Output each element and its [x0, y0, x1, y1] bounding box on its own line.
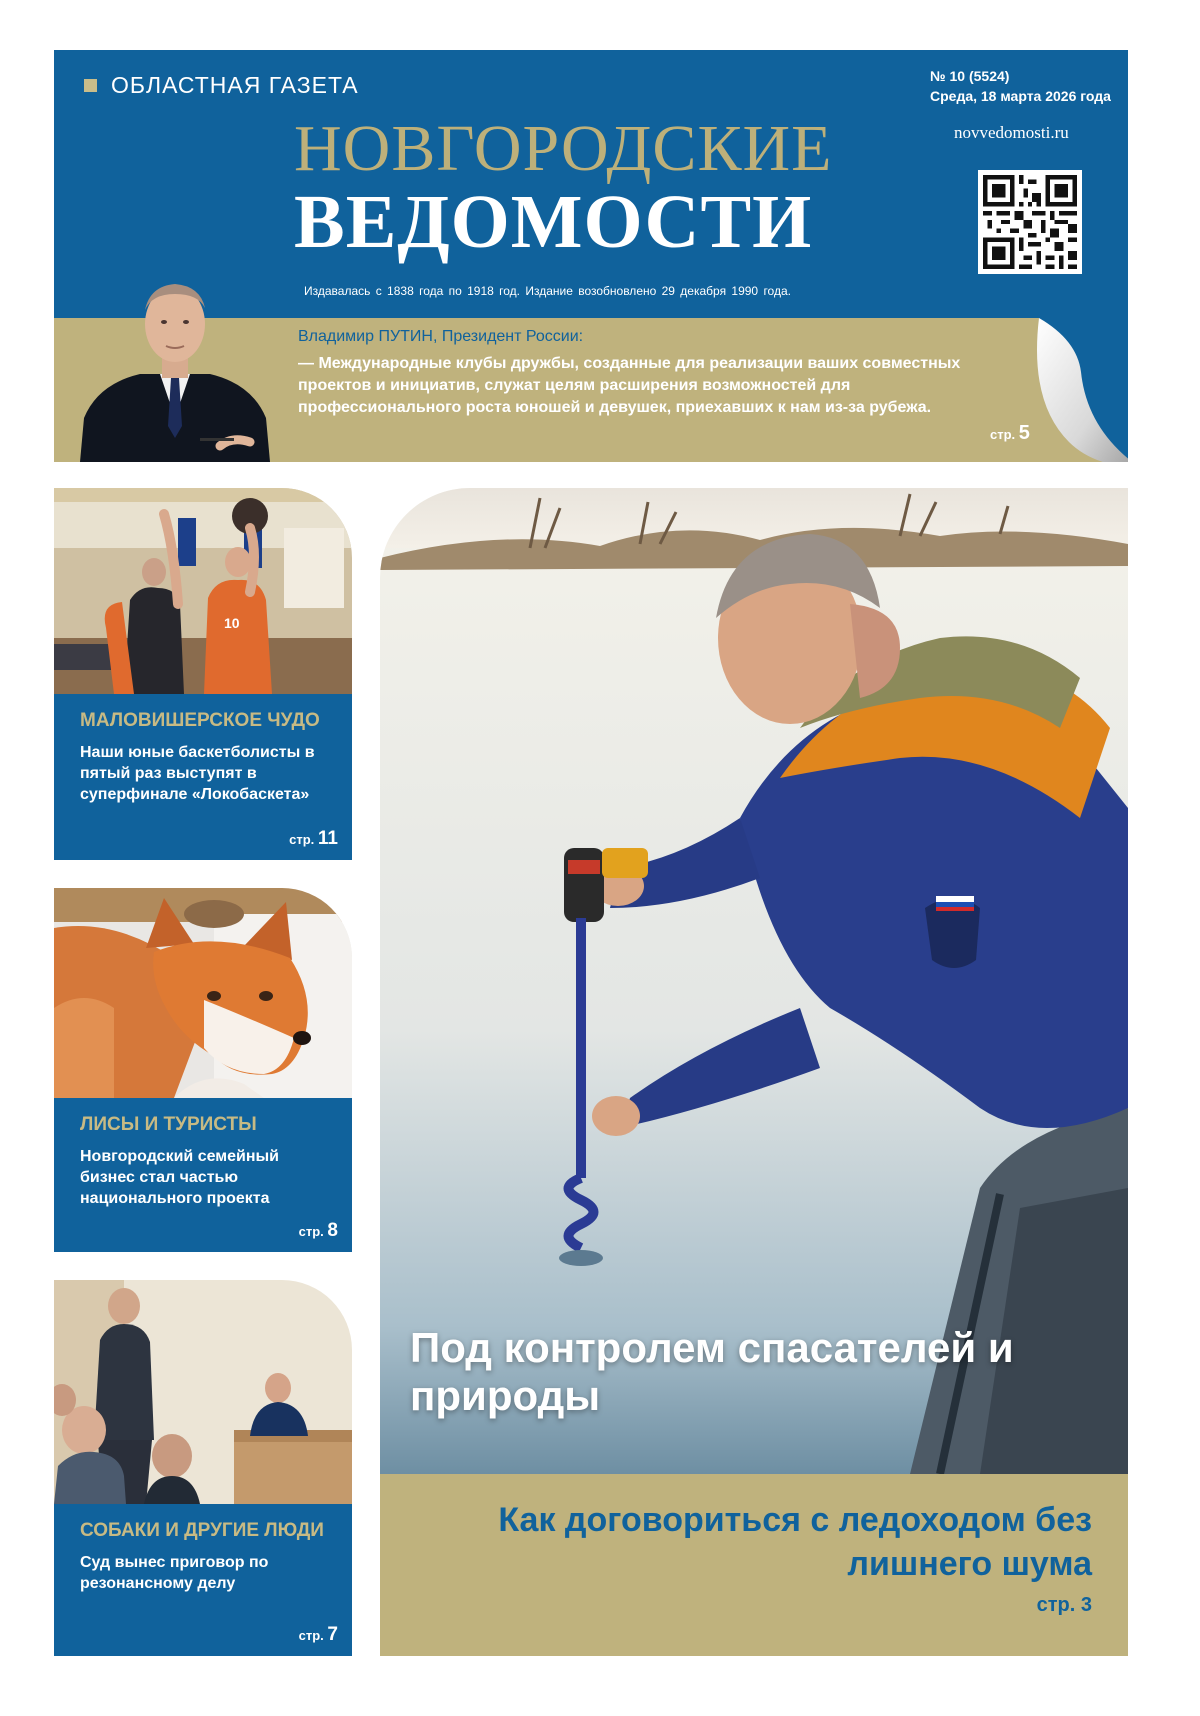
fox-photo — [54, 888, 352, 1098]
side-story-court[interactable] — [54, 1280, 352, 1656]
courtroom-photo — [54, 1280, 352, 1504]
main-page-ref[interactable]: стр. 3 — [1036, 1594, 1092, 1616]
story-kicker: ЛИСЫ И ТУРИСТЫ — [80, 1114, 257, 1135]
story-panel — [54, 1504, 352, 1656]
story-page-ref[interactable] — [289, 828, 338, 850]
basketball-photo — [54, 488, 352, 694]
main-subheadline: Как договориться с ледоходом без лишнего шума — [498, 1501, 1092, 1583]
masthead — [54, 50, 1128, 462]
story-kicker: СОБАКИ И ДРУГИЕ ЛЮДИ — [80, 1520, 324, 1541]
president-portrait-image — [80, 246, 270, 462]
story-kicker: МАЛОВИШЕРСКОЕ ЧУДО — [80, 710, 320, 731]
square-bullet-icon — [84, 79, 97, 92]
main-story[interactable] — [380, 488, 1128, 1656]
svg-text:10: 10 — [224, 615, 240, 631]
page-curl-decoration — [1029, 312, 1128, 462]
main-headline: Под контролем спасателей и природы — [410, 1324, 1014, 1419]
edition-text: ОБЛАСТНАЯ ГАЗЕТА — [111, 72, 359, 98]
page-prefix: стр. — [289, 832, 315, 847]
story-description: Новгородский семейный бизнес стал частью национального проекта — [80, 1148, 280, 1207]
page-number: 11 — [317, 828, 338, 849]
quote-speaker: Владимир ПУТИН, Президент России: — [298, 328, 584, 345]
page-number: 5 — [1018, 422, 1030, 444]
publication-history: Издавалась с 1838 года по 1918 год. Издание возобновлено 29 декабря 1990 года. — [304, 284, 791, 298]
issue-number: № 10 (5524) — [930, 68, 1010, 84]
page-prefix: стр. — [990, 427, 1016, 442]
quote-page-ref[interactable] — [990, 422, 1030, 445]
story-description: Наши юные баскетболисты в пятый раз выступят в суперфинале «Локобаскета» — [80, 744, 315, 803]
issue-date: Среда, 18 марта 2026 года — [930, 88, 1111, 104]
qr-code-icon[interactable] — [978, 170, 1082, 274]
page-prefix: стр. — [298, 1628, 324, 1643]
page-number: 8 — [327, 1220, 338, 1241]
side-story-fox[interactable] — [54, 888, 352, 1252]
website-link[interactable]: novvedomosti.ru — [954, 123, 1069, 142]
edition-label — [84, 72, 359, 99]
side-story-basketball[interactable] — [54, 488, 352, 860]
main-story-band — [380, 1474, 1128, 1656]
story-panel — [54, 694, 352, 860]
issue-info — [930, 66, 1111, 106]
story-panel — [54, 1098, 352, 1252]
story-description: Суд вынес приговор по резонансному делу — [80, 1554, 269, 1592]
story-page-ref[interactable] — [299, 1220, 338, 1242]
newspaper-title-line2: ВЕДОМОСТИ — [294, 180, 813, 264]
newspaper-title-line1: НОВГОРОДСКИЕ — [294, 112, 833, 185]
story-page-ref[interactable] — [299, 1624, 338, 1646]
quote-text: — Международные клубы дружбы, созданные для реализации ваших совместных проектов и инициатив, служат целям расширения возможностей для профессионального роста юношей и девушек, приехавших к нам из-за рубежа. — [298, 355, 961, 416]
page-prefix: стр. — [298, 1224, 324, 1239]
page-number: 7 — [327, 1624, 338, 1645]
